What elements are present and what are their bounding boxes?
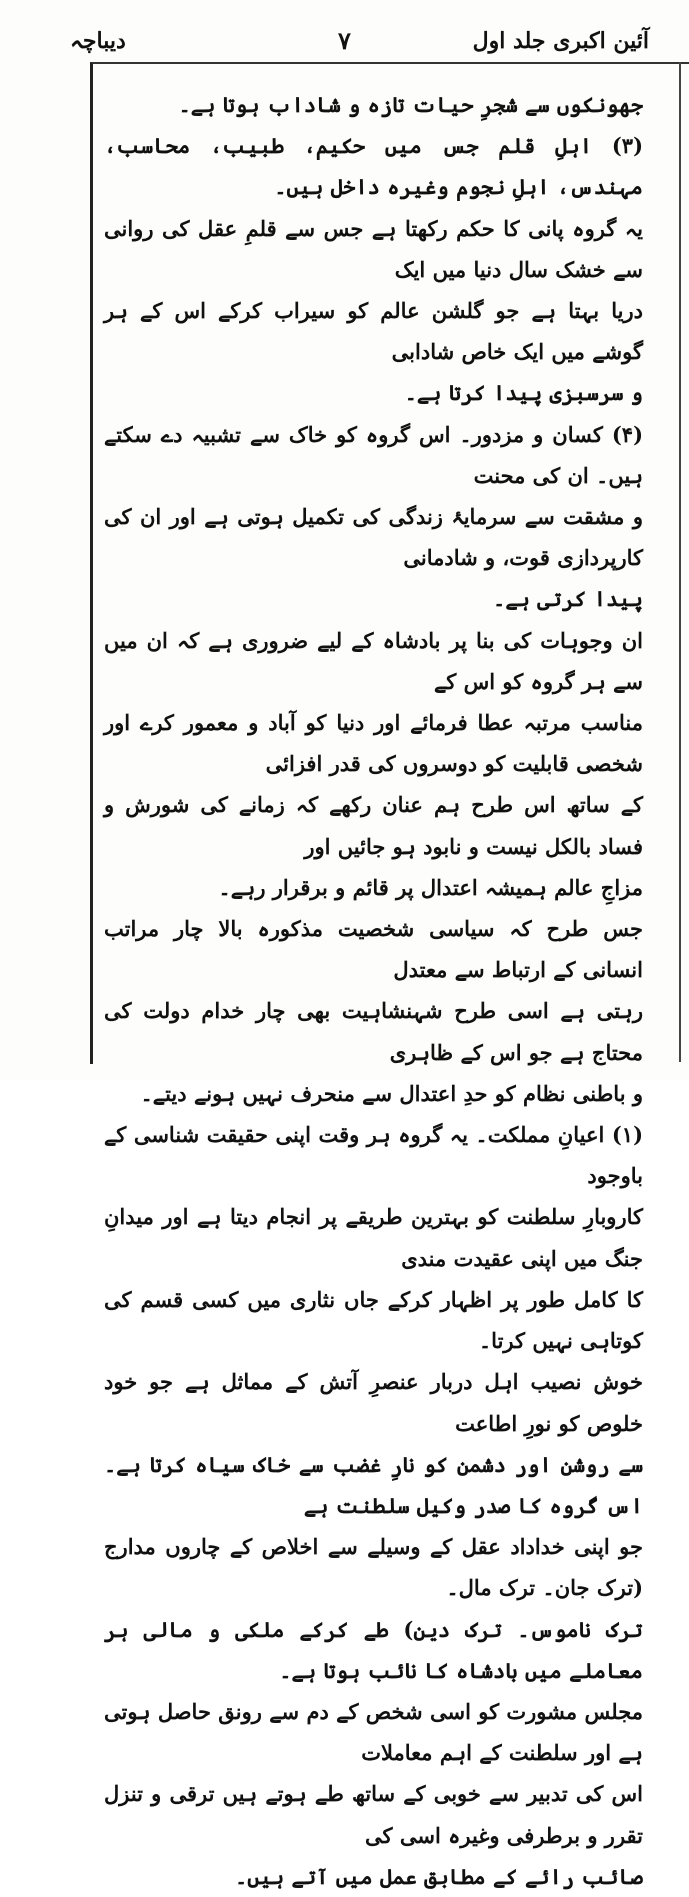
text-line: خوش نصیب اہل دربار عنصرِ آتش کے مماثل ہے جو خود خلوص کو نورِ اطاعت	[104, 1369, 643, 1436]
text-line: یہ گروہ پانی کا حکم رکھتا ہے جس سے قلمِ عقل کی روانی سے خشک سال دنیا میں ایک	[104, 215, 643, 282]
text-line: رہتی ہے اسی طرح شہنشاہیت بھی چار خدام دولت کی محتاج ہے جو اس کے ظاہری	[104, 998, 643, 1065]
text-line: جو اپنی خداداد عقل کے وسیلے سے اخلاص کے چاروں مدارج (ترک جان۔ ترک مال۔	[104, 1534, 643, 1601]
book-title: آئین اکبری جلد اول	[472, 28, 649, 54]
text-line: مناسب مرتبہ عطا فرمائے اور دنیا کو آباد و معمور کرے اور شخصی قابلیت کو دوسروں کی قدر افزائی	[104, 710, 643, 777]
text-line: سے روشن اور دشمن کو نارِ غضب سے خاک سیاہ کرتا ہے۔ اس گروہ کا صدر وکیل سلطنت ہے	[104, 1451, 643, 1518]
text-line: کاروبارِ سلطنت کو بہترین طریقے پر انجام دیتا ہے اور میدانِ جنگ میں اپنی عقیدت مندی	[104, 1204, 643, 1271]
text-line: دریا بہتا ہے جو گلشن عالم کو سیراب کرکے اس کے ہر گوشے میں ایک خاص شادابی	[104, 298, 643, 365]
text-line: و سرسبزی پیدا کرتا ہے۔	[404, 380, 643, 406]
text-line: و باطنی نظام کو حدِ اعتدال سے منحرف نہیں ہونے دیتے۔	[140, 1080, 643, 1106]
text-line: کا کامل طور پر اظہار کرکے جاں نثاری میں کسی قسم کی کوتاہی نہیں کرتا۔	[104, 1286, 643, 1354]
section-title: دیباچہ	[70, 28, 126, 54]
text-line: (۴) کسان و مزدور۔ اس گروہ کو خاک سے تشبیہ دے سکتے ہیں۔ ان کی محنت	[104, 421, 643, 488]
page-header	[40, 28, 649, 62]
text-line: ان وجوہات کی بنا پر بادشاہ کے لیے ضروری ہے کہ ان میں سے ہر گروہ کو اس کے	[104, 627, 643, 694]
text-line: (۳) اہلِ قلم جس میں حکیم، طبیب، محاسب، مہندس، اہلِ نجوم وغیرہ داخل ہیں۔	[104, 133, 643, 200]
page-number: ۷	[338, 26, 351, 55]
text-line: پیدا کرتی ہے۔	[493, 586, 643, 612]
text-line: جھونکوں سے شجرِ حیات تازہ و شاداب ہوتا ہے۔	[178, 92, 643, 117]
text-line: مزاجِ عالم ہمیشہ اعتدال پر قائم و برقرار رہے۔	[218, 874, 643, 900]
text-line: اس کی تدبیر سے خوبی کے ساتھ طے ہوتے ہیں ترقی و تنزل تقرر و برطرفی وغیرہ اسی کی	[104, 1781, 643, 1848]
text-line: (۱) اعیانِ مملکت۔ یہ گروہ ہر وقت اپنی حقیقت شناسی کے باوجود	[104, 1122, 643, 1189]
text-line: ترک ناموس۔ ترک دین) طے کرکے ملکی و مالی ہر معاملے میں بادشاہ کا نائب ہوتا ہے۔	[104, 1616, 643, 1683]
text-line: صائب رائے کے مطابق عمل میں آتے ہیں۔	[234, 1863, 643, 1889]
body-text	[104, 84, 643, 1897]
page-right-border	[679, 62, 689, 1062]
text-line: مجلس مشورت کو اسی شخص کے دم سے رونق حاصل ہوتی ہے اور سلطنت کے اہم معاملات	[104, 1698, 643, 1766]
text-line: کے ساتھ اس طرح ہم عنان رکھے کہ زمانے کی شورش و فساد بالکل نیست و نابود ہو جائیں اور	[104, 792, 643, 859]
text-line: جس طرح کہ سیاسی شخصیت مذکورہ بالا چار مراتب انسانی کے ارتباط سے معتدل	[104, 916, 643, 983]
text-line: و مشقت سے سرمایۂ زندگی کی تکمیل ہوتی ہے اور ان کی کارپردازی قوت، و شادمانی	[104, 504, 643, 571]
